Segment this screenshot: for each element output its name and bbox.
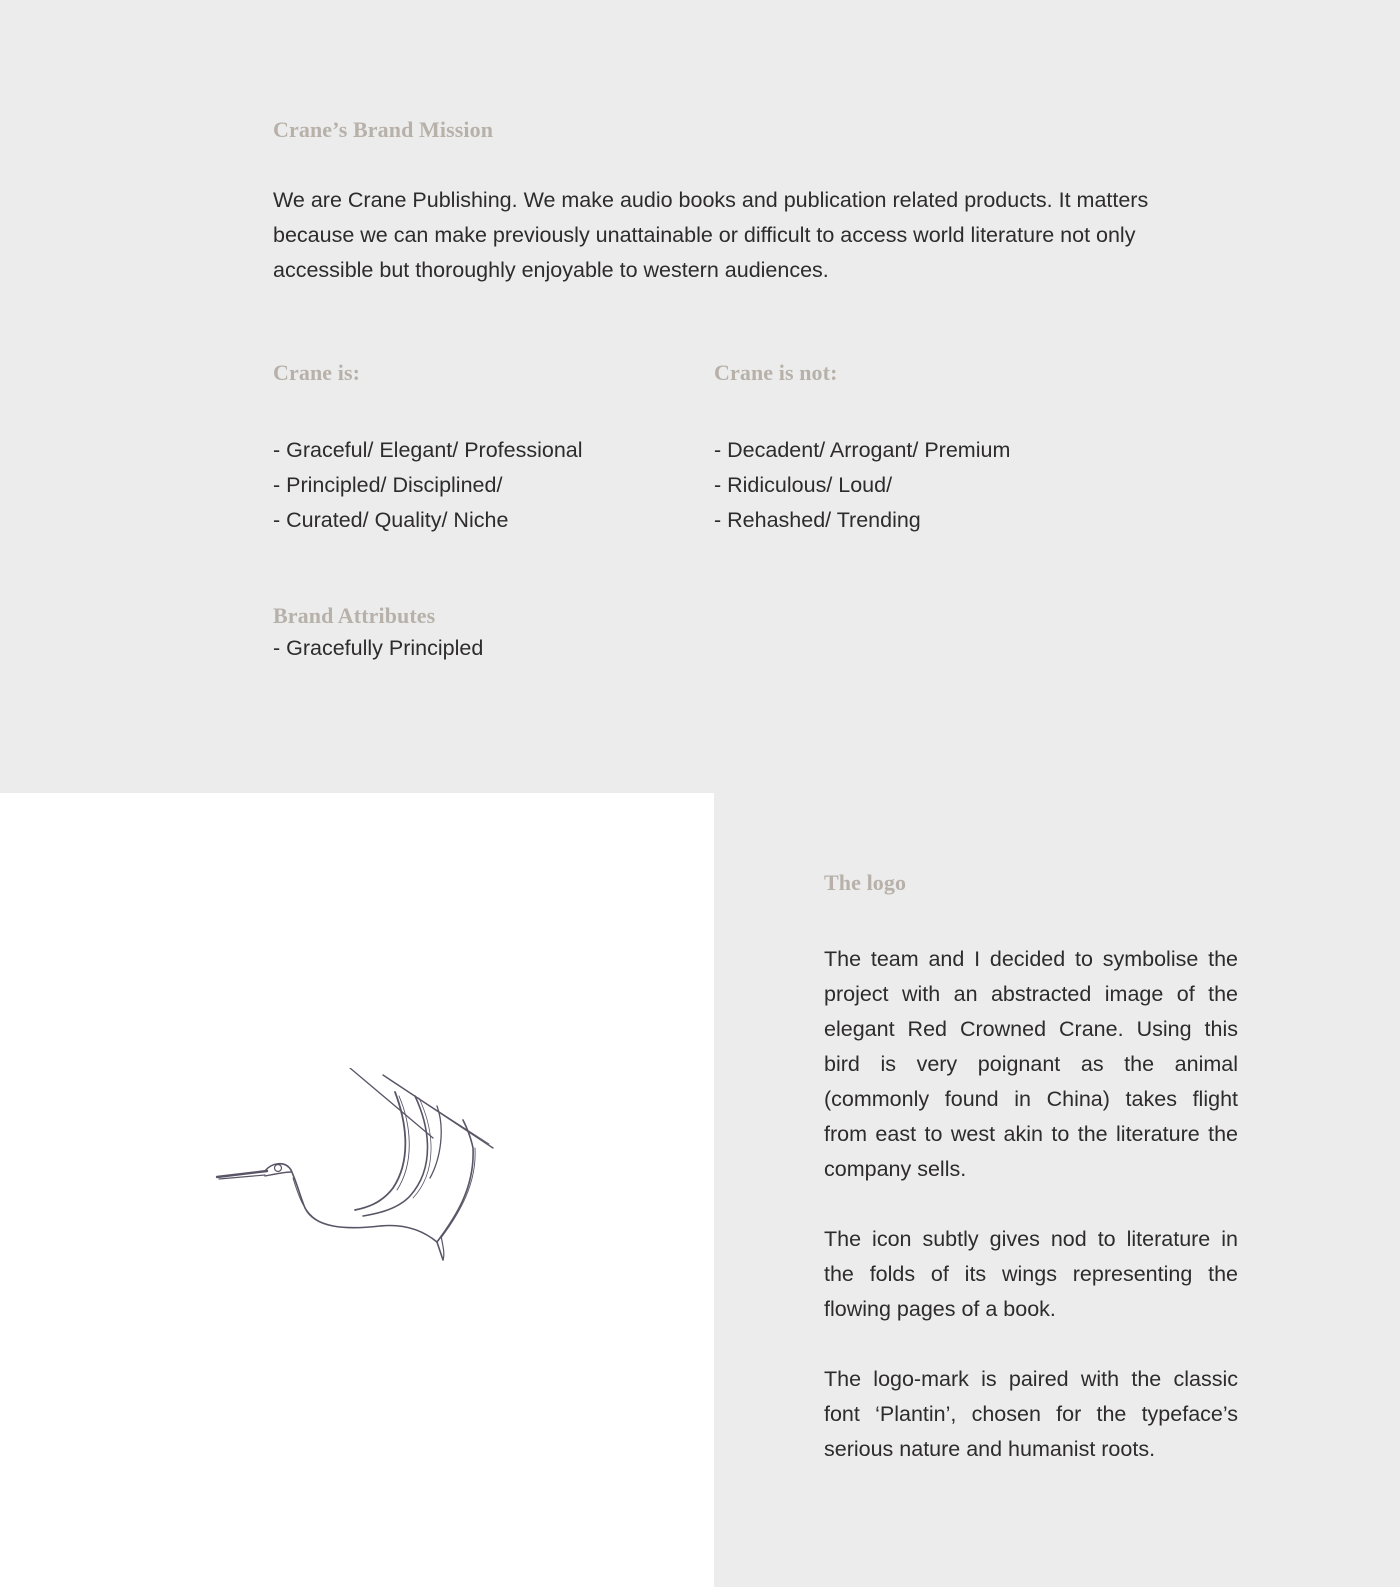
crane-is-heading: Crane is: <box>273 360 361 385</box>
crane-is-not-section <box>714 360 1134 538</box>
list-item: - Ridiculous/ Loud/ <box>714 473 893 498</box>
crane-is-not-heading: Crane is not: <box>714 360 838 385</box>
logo-paragraph: The icon subtly gives nod to literature in the folds of its wings representing the flowing pages of a book. <box>824 1227 1238 1322</box>
brand-attributes-section <box>273 603 773 666</box>
list-item: - Graceful/ Elegant/ Professional <box>273 438 583 463</box>
logo-sketch-panel <box>0 793 714 1587</box>
mission-text: We are Crane Publishing. We make audio books and publication related products. It matters because we can make previously unattainable or difficult to access world literature not only accessible but thoroughly enjoyable to western audiences. <box>273 188 1149 282</box>
crane-is-not-list <box>714 433 1134 538</box>
brand-attributes-list <box>273 631 773 666</box>
brand-attributes-heading: Brand Attributes <box>273 603 436 628</box>
list-item: - Gracefully Principled <box>273 636 484 661</box>
logo-heading: The logo <box>824 870 907 895</box>
list-item: - Principled/ Disciplined/ <box>273 473 503 498</box>
crane-is-list <box>273 433 693 538</box>
list-item: - Curated/ Quality/ Niche <box>273 508 509 533</box>
list-item: - Decadent/ Arrogant/ Premium <box>714 438 1011 463</box>
logo-paragraph: The team and I decided to symbolise the project with an abstracted image of the elegant Red Crowned Crane. Using this bird is very poignant as the animal (commonly found in China) takes flight from east to west akin to the literature the company sells. <box>824 947 1238 1182</box>
logo-description-section <box>824 870 1238 1467</box>
list-item: - Rehashed/ Trending <box>714 508 921 533</box>
crane-is-section <box>273 360 693 538</box>
logo-paragraph: The logo-mark is paired with the classic font ‘Plantin’, chosen for the typeface’s serious nature and humanist roots. <box>824 1367 1238 1462</box>
crane-sketch-icon <box>205 1068 505 1288</box>
mission-heading: Crane’s Brand Mission <box>273 117 494 142</box>
